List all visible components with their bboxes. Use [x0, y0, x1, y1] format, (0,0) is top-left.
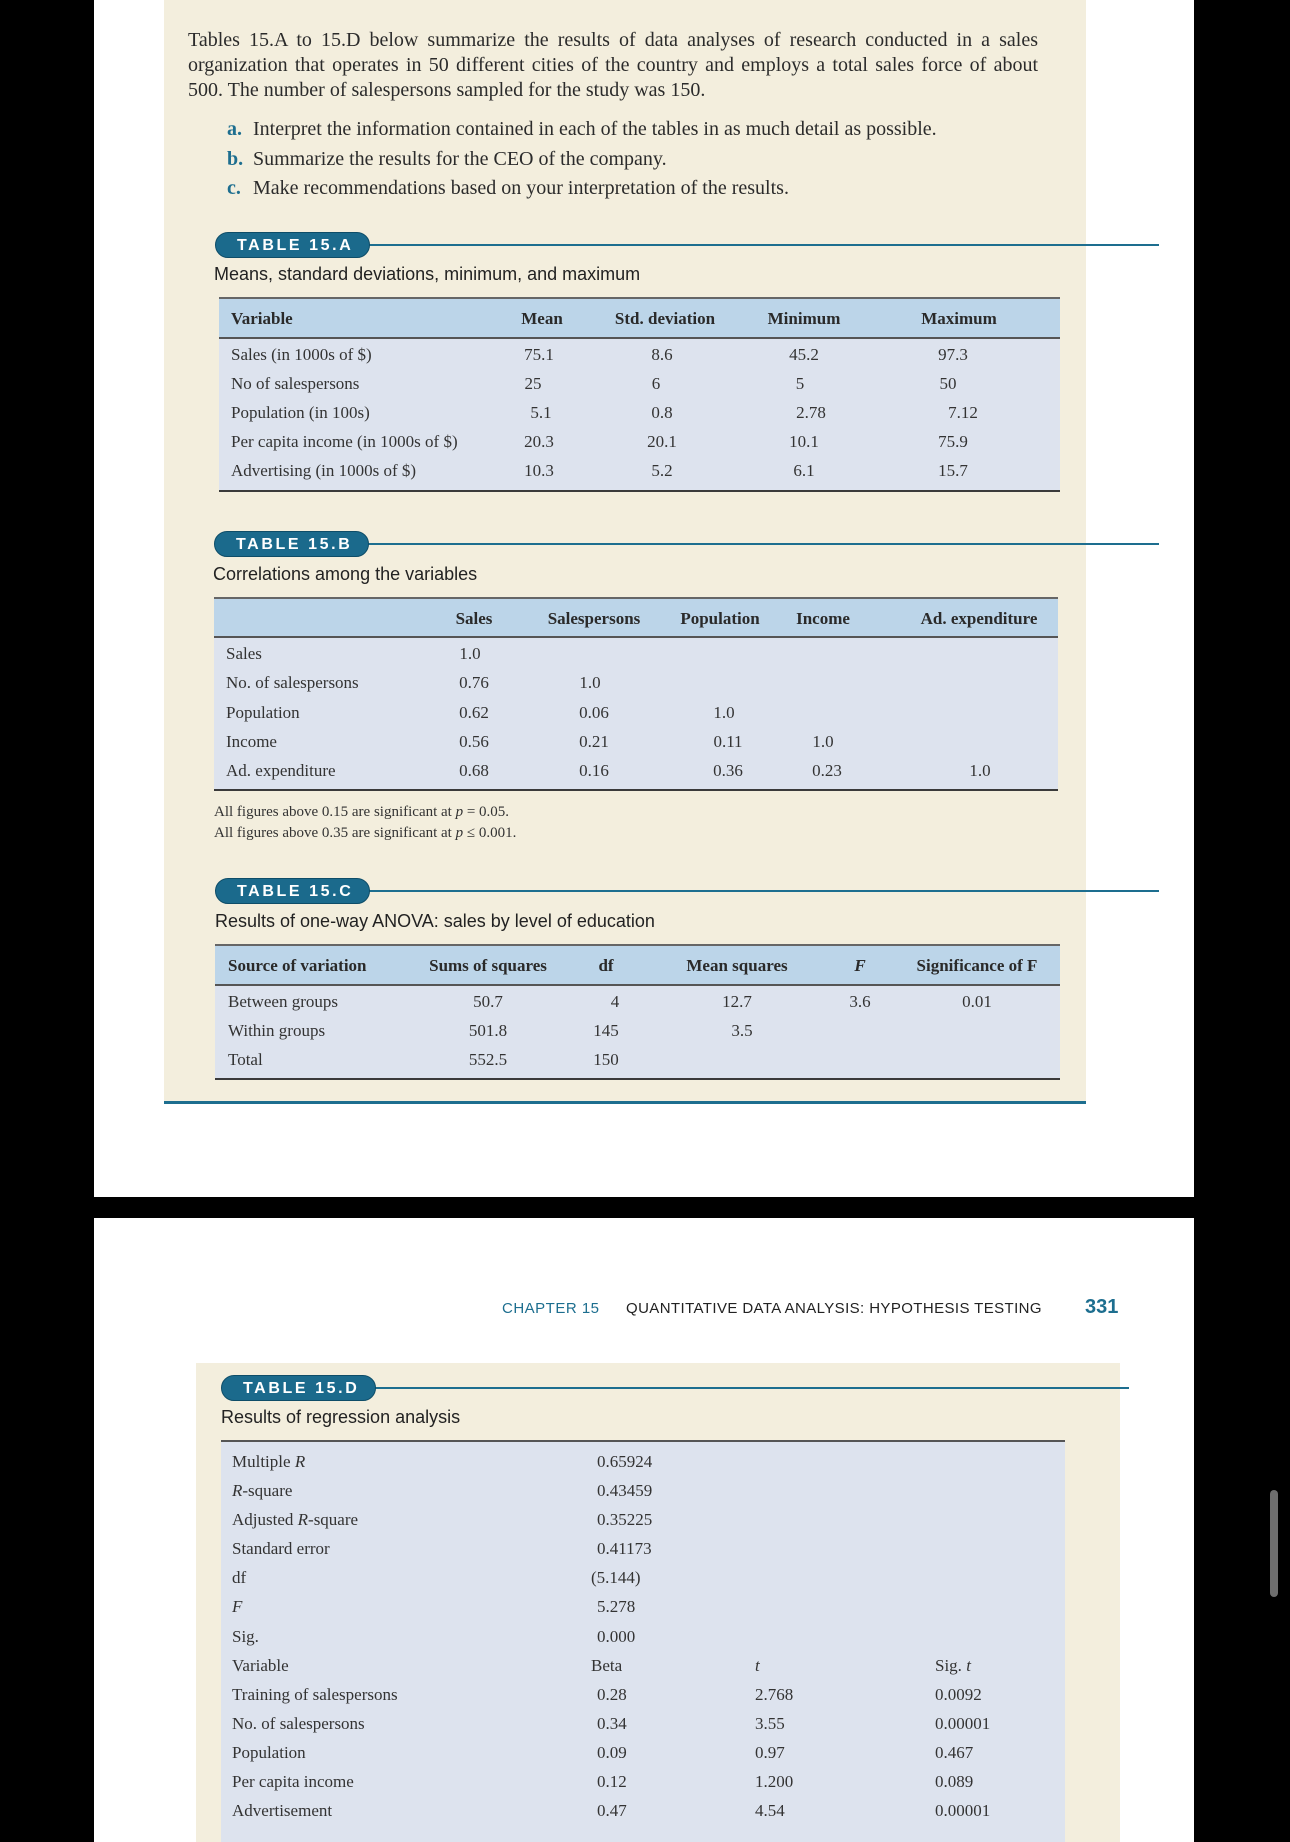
table-b — [214, 597, 1058, 791]
table-cell: 0.68 — [459, 761, 489, 780]
table-cell: 0.35225 — [597, 1510, 653, 1529]
task-letter: a. — [227, 118, 242, 140]
table-c-col-f: F — [854, 956, 866, 975]
table-cell: 1.0 — [812, 732, 834, 751]
table-cell: Sig. — [232, 1627, 259, 1646]
table-cell: 0.8 — [651, 403, 673, 422]
table-cell: 2.768 — [755, 1685, 794, 1704]
table-cell: Income — [226, 732, 277, 751]
page-number: 331 — [1085, 1296, 1119, 1318]
table-d-rule — [351, 1387, 1129, 1389]
task-letter: c. — [227, 177, 241, 199]
table-d-col-t: t — [755, 1656, 760, 1675]
table-c-label: TABLE 15.C — [215, 878, 370, 904]
table-b-subtitle: Correlations among the variables — [213, 564, 478, 584]
table-a-col-variable: Variable — [231, 309, 293, 328]
task-text: Make recommendations based on your interpretation of the results. — [253, 177, 789, 199]
table-cell: 0.01 — [962, 992, 992, 1011]
table-d — [221, 1440, 1065, 1842]
table-d-subtitle: Results of regression analysis — [221, 1407, 461, 1427]
task-text: Summarize the results for the CEO of the company. — [253, 147, 667, 170]
running-head-title: QUANTITATIVE DATA ANALYSIS: HYPOTHESIS TESTING — [626, 1300, 1042, 1317]
table-cell: 3.55 — [755, 1714, 785, 1733]
table-a-rule — [345, 244, 1159, 246]
table-cell: 0.467 — [935, 1743, 974, 1762]
table-b-col-salespersons: Salespersons — [547, 609, 641, 628]
task-list — [227, 115, 937, 204]
table-d-col-sig-t: Sig. t — [935, 1656, 971, 1675]
table-d-col-variable: Variable — [232, 1656, 289, 1675]
table-cell: df — [232, 1568, 247, 1587]
table-cell: 50.7 — [473, 992, 503, 1011]
table-d-col-beta: Beta — [591, 1656, 623, 1675]
table-cell: 15.7 — [938, 461, 968, 480]
table-cell: 75.9 — [938, 432, 968, 451]
table-cell: Between groups — [228, 992, 339, 1011]
table-cell: Advertising (in 1000s of $) — [231, 461, 417, 480]
table-b-col-adexp: Ad. expenditure — [920, 609, 1038, 628]
table-cell: Per capita income — [232, 1772, 354, 1791]
table-cell: 0.089 — [935, 1772, 974, 1791]
page-lower — [94, 1218, 1194, 1842]
running-head — [94, 1294, 1194, 1320]
table-b-col-sales: Sales — [455, 609, 493, 628]
table-d-label: TABLE 15.D — [221, 1375, 376, 1401]
table-cell: 45.2 — [789, 345, 819, 364]
table-cell: 50 — [939, 374, 957, 393]
table-c-subtitle: Results of one-way ANOVA: sales by level of education — [215, 911, 655, 931]
table-b-note-1: All figures above 0.15 are significant at p = 0.05. — [214, 804, 510, 820]
table-a-header-row — [219, 297, 1060, 339]
table-cell: 6.1 — [793, 461, 815, 480]
table-b-header-row — [214, 597, 1058, 638]
table-cell: 20.3 — [524, 432, 554, 451]
table-cell: Ad. expenditure — [226, 761, 336, 780]
table-cell: Multiple R — [232, 1452, 306, 1471]
table-b-note-2: All figures above 0.35 are significant at p ≤ 0.001. — [214, 825, 517, 841]
table-a-col-max: Maximum — [921, 309, 997, 328]
table-cell: 1.0 — [713, 703, 735, 722]
table-cell: No. of salespersons — [226, 673, 359, 692]
task-item — [227, 115, 937, 145]
table-c-rule — [345, 890, 1159, 892]
table-cell: 20.1 — [647, 432, 677, 451]
table-b-col-income: Income — [796, 609, 850, 628]
table-cell: Advertisement — [232, 1801, 333, 1820]
table-cell: 1.0 — [969, 761, 991, 780]
table-cell: 4.54 — [755, 1801, 785, 1820]
task-letter: b. — [227, 147, 244, 170]
table-cell: 0.00001 — [935, 1801, 991, 1820]
intro-paragraph: Tables 15.A to 15.D below summarize the results of data analyses of research conducted in a sales organization that operates in 50 different cities of the country and employs a total sales force of about 500. The number of salespersons sampled for the study was 150. — [188, 29, 1038, 101]
table-cell: 5.278 — [597, 1597, 636, 1616]
table-cell: 0.76 — [459, 673, 489, 692]
table-cell: 0.11 — [713, 732, 743, 751]
table-cell: Standard error — [232, 1539, 330, 1558]
table-cell: F — [232, 1597, 243, 1616]
table-cell: 0.12 — [597, 1772, 627, 1791]
table-a-col-mean: Mean — [521, 309, 563, 328]
table-c-header — [215, 878, 1159, 904]
table-cell: 5.2 — [651, 461, 673, 480]
table-cell: Sales — [226, 644, 262, 663]
table-b-label: TABLE 15.B — [214, 531, 369, 557]
table-a-col-min: Minimum — [767, 309, 841, 328]
table-cell: 3.5 — [731, 1021, 753, 1040]
table-cell: Within groups — [228, 1021, 326, 1040]
table-c-col-df: df — [598, 956, 614, 975]
scrollbar-thumb[interactable] — [1270, 1490, 1278, 1597]
table-cell: 552.5 — [468, 1050, 508, 1069]
table-c-col-ms: Mean squares — [686, 956, 788, 975]
table-cell: 5.1 — [530, 403, 552, 422]
table-cell: 501.8 — [468, 1021, 508, 1040]
table-c-col-source: Source of variation — [228, 956, 367, 975]
table-cell: Population (in 100s) — [231, 403, 370, 422]
page-upper — [94, 0, 1194, 1197]
table-cell: 150 — [593, 1050, 619, 1069]
table-a — [219, 297, 1060, 492]
table-b-col-population: Population — [680, 609, 760, 628]
table-cell: 8.6 — [651, 345, 673, 364]
table-cell: (5.144) — [591, 1568, 641, 1587]
table-cell: 10.1 — [789, 432, 819, 451]
table-cell: 0.000 — [597, 1627, 636, 1646]
table-cell: Population — [226, 703, 300, 722]
table-a-header — [215, 232, 1159, 258]
table-cell: 0.34 — [597, 1714, 627, 1733]
table-cell: Sales (in 1000s of $) — [231, 345, 372, 364]
table-cell: 0.28 — [597, 1685, 627, 1704]
table-cell: 0.41173 — [597, 1539, 652, 1558]
table-cell: 7.12 — [948, 403, 978, 422]
table-cell: 1.200 — [755, 1772, 794, 1791]
table-cell: 0.36 — [713, 761, 743, 780]
table-cell: 2.78 — [796, 403, 826, 422]
table-cell: 0.43459 — [597, 1481, 653, 1500]
table-a-subtitle: Means, standard deviations, minimum, and maximum — [214, 264, 641, 284]
table-cell: 0.21 — [579, 732, 609, 751]
table-cell: 0.0092 — [935, 1685, 982, 1704]
table-cell: 0.47 — [597, 1801, 627, 1820]
table-cell: 4 — [610, 992, 620, 1011]
table-cell: 75.1 — [524, 345, 554, 364]
table-a-label: TABLE 15.A — [215, 232, 370, 258]
table-cell: 0.65924 — [597, 1452, 653, 1471]
table-cell: 0.56 — [459, 732, 489, 751]
table-b-rule — [344, 543, 1159, 545]
table-cell: Training of salespersons — [232, 1685, 398, 1704]
table-cell: R-square — [232, 1481, 293, 1500]
table-a-col-sd: Std. deviation — [614, 309, 716, 328]
table-cell: 5 — [795, 374, 805, 393]
table-cell: 0.23 — [812, 761, 842, 780]
task-item — [227, 174, 937, 204]
table-cell: 3.6 — [849, 992, 871, 1011]
running-head-chapter: CHAPTER 15 — [502, 1300, 600, 1317]
table-c — [215, 944, 1060, 1080]
table-cell: 97.3 — [938, 345, 968, 364]
table-cell: 10.3 — [524, 461, 554, 480]
table-d-header — [221, 1375, 1129, 1401]
table-cell: Total — [228, 1050, 263, 1069]
task-item — [227, 145, 937, 175]
table-cell: 25 — [524, 374, 542, 393]
table-cell: Adjusted R-square — [232, 1510, 359, 1529]
table-cell: Population — [232, 1743, 306, 1762]
table-c-header-row — [215, 944, 1060, 986]
table-c-col-ss: Sums of squares — [429, 956, 547, 975]
table-cell: 0.00001 — [935, 1714, 991, 1733]
table-cell: No. of salespersons — [232, 1714, 365, 1733]
table-c-col-sig: Significance of F — [916, 956, 1038, 975]
table-cell: No of salespersons — [231, 374, 360, 393]
table-cell: 1.0 — [579, 673, 601, 692]
table-cell: 6 — [651, 374, 661, 393]
table-cell: 0.09 — [597, 1743, 627, 1762]
table-b-header — [214, 531, 1159, 557]
table-cell: 0.97 — [755, 1743, 785, 1762]
table-cell: 145 — [593, 1021, 619, 1040]
task-text: Interpret the information contained in each of the tables in as much detail as possible. — [253, 118, 937, 140]
table-cell: 0.62 — [459, 703, 489, 722]
table-cell: 1.0 — [459, 644, 481, 663]
table-cell: 12.7 — [722, 992, 752, 1011]
table-cell: 0.06 — [579, 703, 609, 722]
table-cell: 0.16 — [579, 761, 609, 780]
table-cell: Per capita income (in 1000s of $) — [231, 432, 458, 451]
